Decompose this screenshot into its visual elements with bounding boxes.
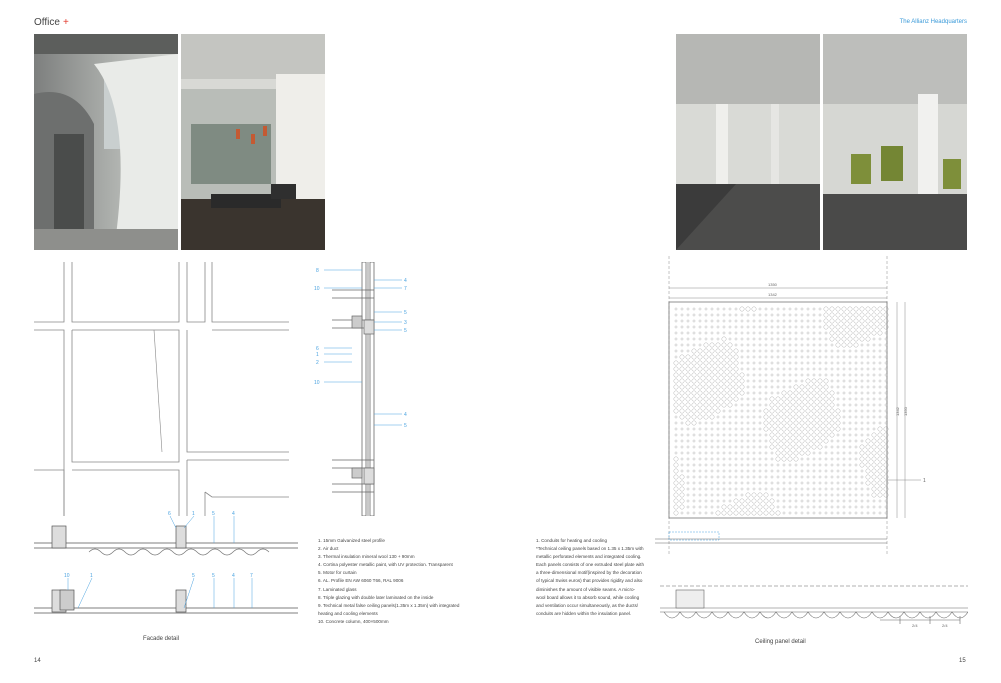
note-line: a three-dimensional motif(inspired by the decoration <box>536 570 642 576</box>
legend-item: 7. Laminated glass <box>318 586 357 592</box>
plan-callout: 7 <box>250 573 253 579</box>
plan-callout: 1 <box>192 511 195 517</box>
section-callout: 1 <box>316 352 319 358</box>
plan-callout: 4 <box>232 573 235 579</box>
section-callout: 6 <box>316 346 319 352</box>
note-line: wool board allows it to absorb sound, while cooling <box>536 594 640 600</box>
plan-callout: 10 <box>64 573 70 579</box>
ceiling-notes <box>536 537 644 618</box>
section-callout: 5 <box>404 423 407 429</box>
legend-item: 6. AL. Profile EN AW 6060 T66, RAL 9006 <box>318 578 404 584</box>
legend-item: 5. Motor for curtain <box>318 570 357 576</box>
facade-section-drawing <box>312 262 412 516</box>
plan-callout: 5 <box>212 511 215 517</box>
legend-item: 1. 15mm Galvanized steel profile <box>318 538 385 543</box>
section-callout: 8 <box>316 268 319 274</box>
section-title-text: Office <box>34 17 60 28</box>
project-title: The Allianz Headquarters <box>899 19 967 25</box>
ceiling-panel-drawing <box>655 256 967 556</box>
legend-item: 10. Concrete column, 400×500mm <box>318 618 389 624</box>
note-line: *Technical ceiling panels based on 1.35 x 1.35m with <box>536 546 644 552</box>
note-line: and ventilation occur simultaneously, as the ducts/ <box>536 602 639 608</box>
section-callout: 3 <box>404 320 407 326</box>
legend-item: 3. Thermal insulation mineral wool 130 + 90mm <box>318 554 415 560</box>
panel-dimension: 1342 <box>768 292 777 297</box>
legend-item: 4. Cortina polyester metallic paint, with UV protection. Transparent <box>318 562 453 568</box>
legend-item: 2. Air duct <box>318 546 339 552</box>
panel-callout: 1 <box>923 478 926 484</box>
note-line: 1. Conduits for heating and cooling <box>536 538 607 543</box>
panel-dimension: 1350 <box>768 282 777 287</box>
section-callout: 4 <box>404 412 407 418</box>
office-lounge-green-chairs-photo <box>823 34 967 250</box>
section-callout: 7 <box>404 286 407 292</box>
facade-horizontal-detail <box>34 508 298 630</box>
section-callout: 5 <box>404 310 407 316</box>
detail-dimension: 2/4 <box>942 623 948 628</box>
panel-dimension: 1350 <box>903 407 908 416</box>
section-callout: 10 <box>314 286 320 292</box>
plan-callout: 6 <box>168 511 171 517</box>
note-line: conduits are hidden within the insulation panel. <box>536 610 632 616</box>
ceiling-section-detail <box>660 580 968 630</box>
section-callout: 4 <box>404 278 407 284</box>
section-title <box>34 17 69 28</box>
page-number-right: 15 <box>959 658 966 664</box>
page-number-left: 14 <box>34 658 41 664</box>
note-line: metallic perforated elements and integrated cooling. <box>536 554 642 560</box>
legend-item: 8. Triple glazing with double later laminated on the inside <box>318 594 434 600</box>
note-line: Each panels consists of one extruded steel plate with <box>536 562 645 568</box>
legend-item: 9. Technical metal false ceiling panels(1.35m x 1.35m) with integrated <box>318 602 460 608</box>
lobby-curved-wall-photo <box>34 34 178 250</box>
section-callout: 5 <box>404 328 407 334</box>
plan-callout: 1 <box>90 573 93 579</box>
note-line: diminishes the amount of visible seams. A micro- <box>536 586 636 592</box>
plan-callout: 4 <box>232 511 235 517</box>
office-corridor-photo <box>676 34 820 250</box>
note-line: of typical Swiss euros) that provides rigidity and also <box>536 578 643 584</box>
plan-callout: 5 <box>192 573 195 579</box>
facade-caption: Facade detail <box>143 636 180 642</box>
section-plus-mark: + <box>62 17 69 28</box>
section-callout: 10 <box>314 380 320 386</box>
ceiling-caption: Ceiling panel detail <box>755 639 806 645</box>
panel-dimension: 1342 <box>895 407 900 416</box>
detail-dimension: 2/4 <box>912 623 918 628</box>
plan-callout: 5 <box>212 573 215 579</box>
lounge-double-height-photo <box>181 34 325 250</box>
section-callout: 2 <box>316 360 319 366</box>
legend-item: heating and cooling elements <box>318 610 378 616</box>
facade-plan-drawing <box>34 262 289 516</box>
facade-legend <box>318 537 459 626</box>
